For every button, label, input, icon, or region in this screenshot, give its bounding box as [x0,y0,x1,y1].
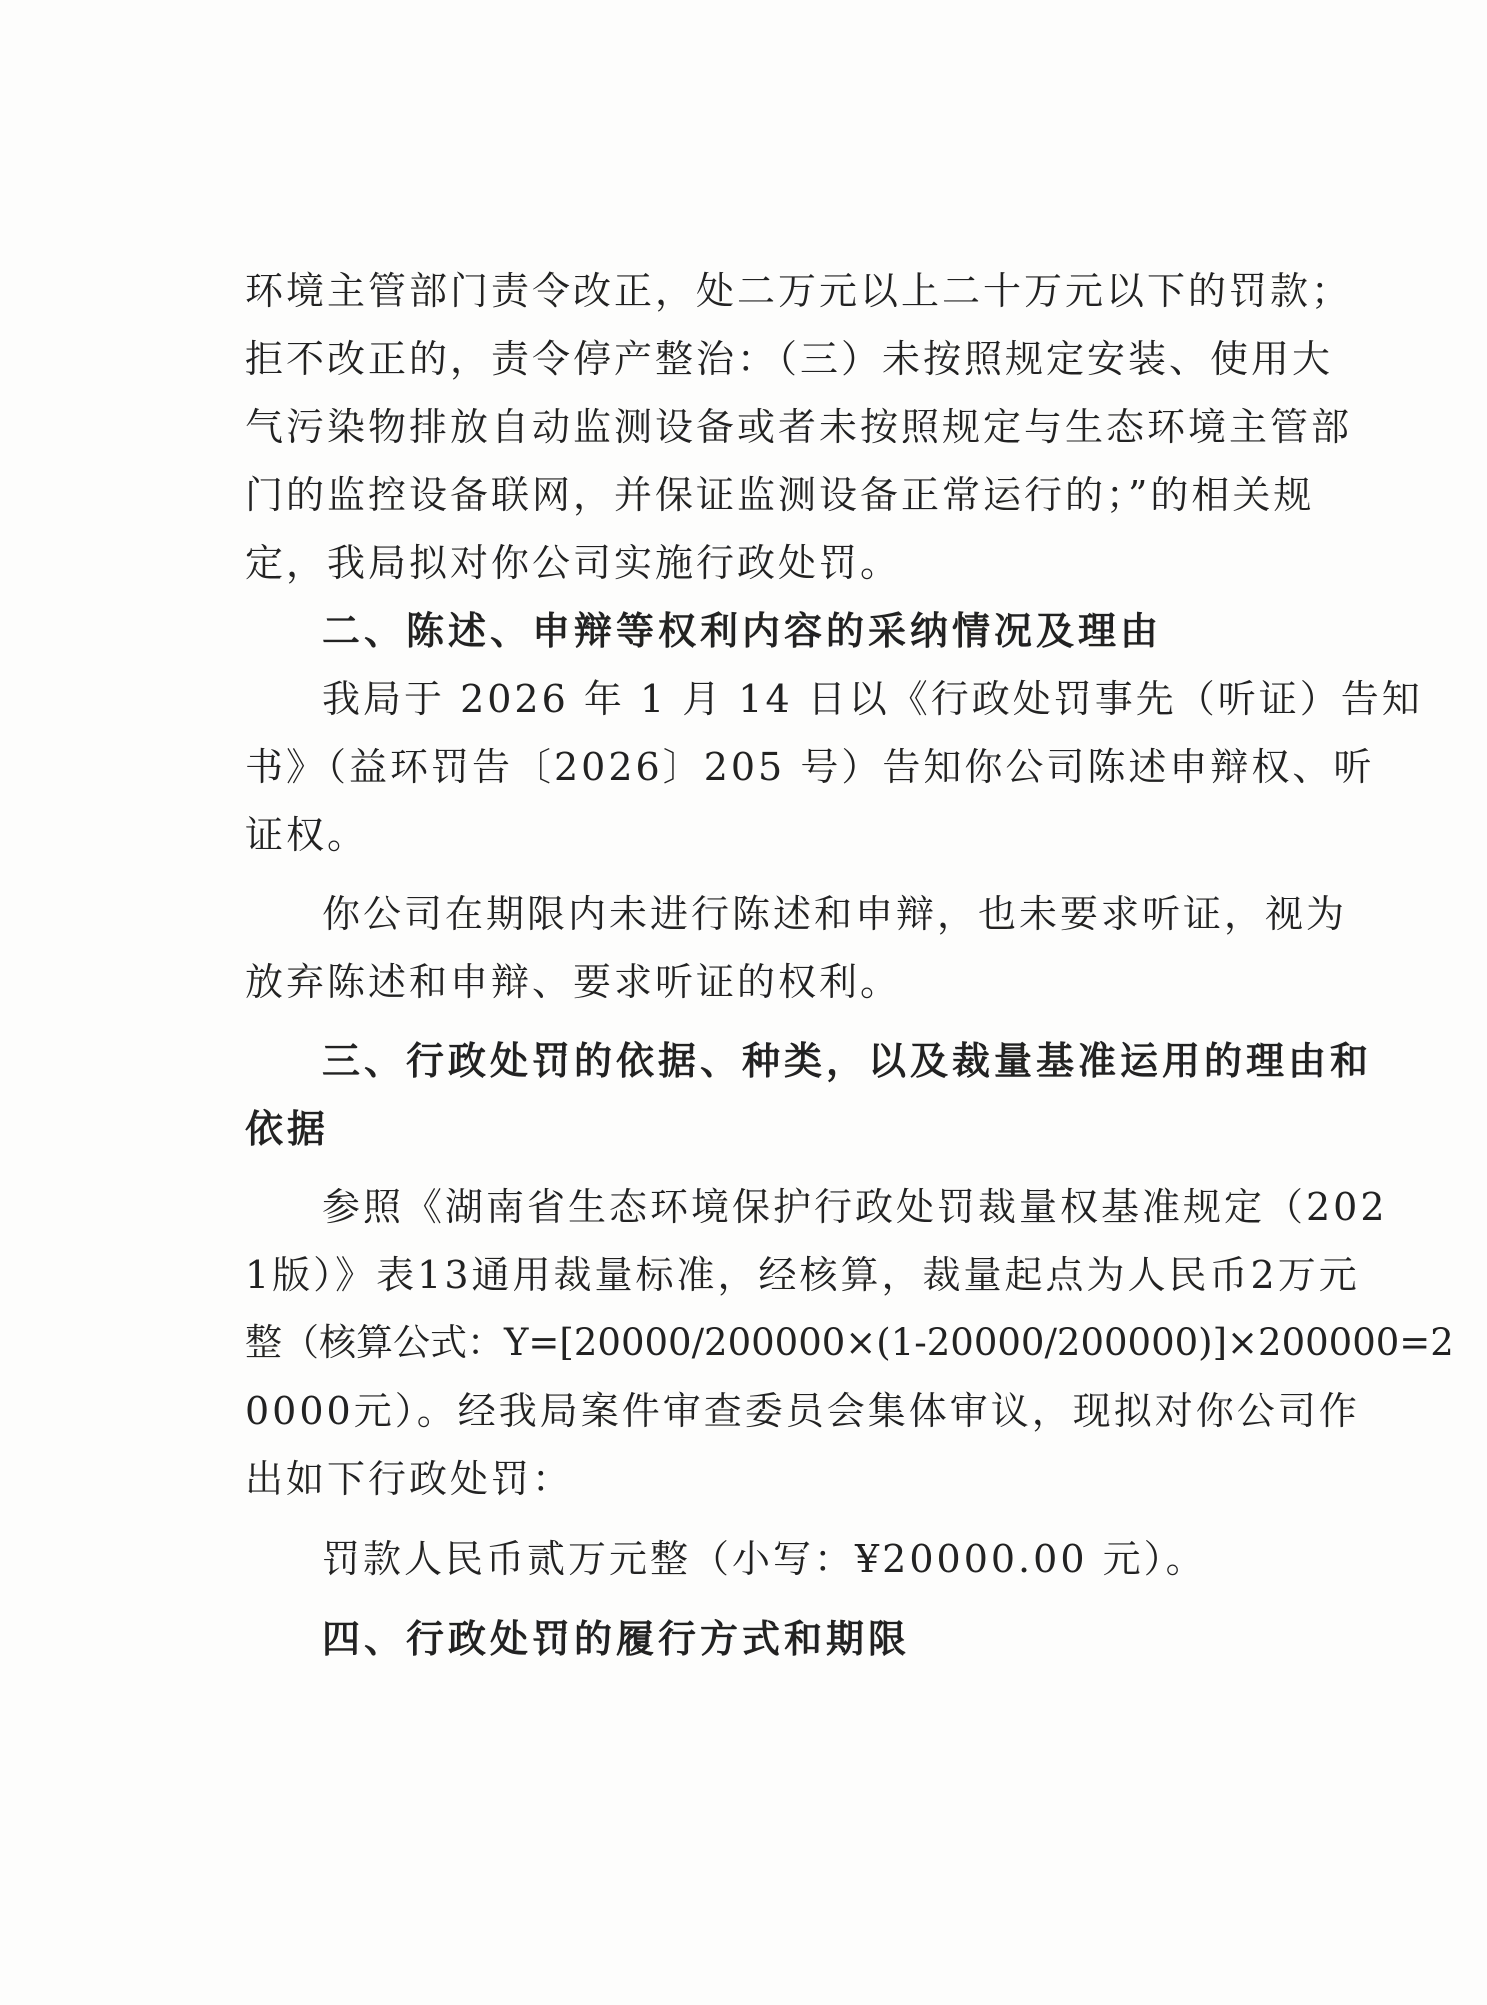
body-text-line: 1版）》表13通用裁量标准，经核算，裁量起点为人民币2万元 [245,1253,1360,1297]
body-text-line: 气污染物排放自动监测设备或者未按照规定与生态环境主管部 [245,405,1353,449]
section-heading-4: 四、行政处罚的履行方式和期限 [322,1616,911,1661]
body-text-line: 定，我局拟对你公司实施行政处罚。 [245,541,902,585]
body-text-line: 参照《湖南省生态环境保护行政处罚裁量权基准规定（202 [322,1185,1388,1229]
body-text-line: 环境主管部门责令改正，处二万元以上二十万元以下的罚款； [245,269,1353,313]
section-heading-3-cont: 依据 [245,1106,330,1151]
section-heading-2: 二、陈述、申辩等权利内容的采纳情况及理由 [322,608,1163,653]
body-text-line: 门的监控设备联网，并保证监测设备正常运行的；”的相关规 [245,473,1315,517]
body-text-line: 放弃陈述和申辩、要求听证的权利。 [245,960,902,1004]
body-text-line: 你公司在期限内未进行陈述和申辩，也未要求听证，视为 [322,892,1348,936]
section-heading-3: 三、行政处罚的依据、种类，以及裁量基准运用的理由和 [322,1038,1373,1083]
penalty-text: 罚款人民币贰万元整（小写：¥20000.00 元）。 [322,1537,1207,1581]
body-text-line: 拒不改正的，责令停产整治：（三）未按照规定安装、使用大 [245,337,1334,381]
formula-line: 整（核算公式：Y=[20000/200000×(1-20000/200000)]×200000=2 [245,1321,1454,1364]
body-text-line: 书》（益环罚告〔2026〕205 号）告知你公司陈述申辩权、听 [245,745,1375,789]
body-text-line: 证权。 [245,813,369,857]
body-text-line: 出如下行政处罚： [245,1457,574,1501]
body-text-line: 0000元）。经我局案件审查委员会集体审议，现拟对你公司作 [245,1389,1360,1433]
body-text-line: 我局于 2026 年 1 月 14 日以《行政处罚事先（听证）告知 [322,677,1423,721]
